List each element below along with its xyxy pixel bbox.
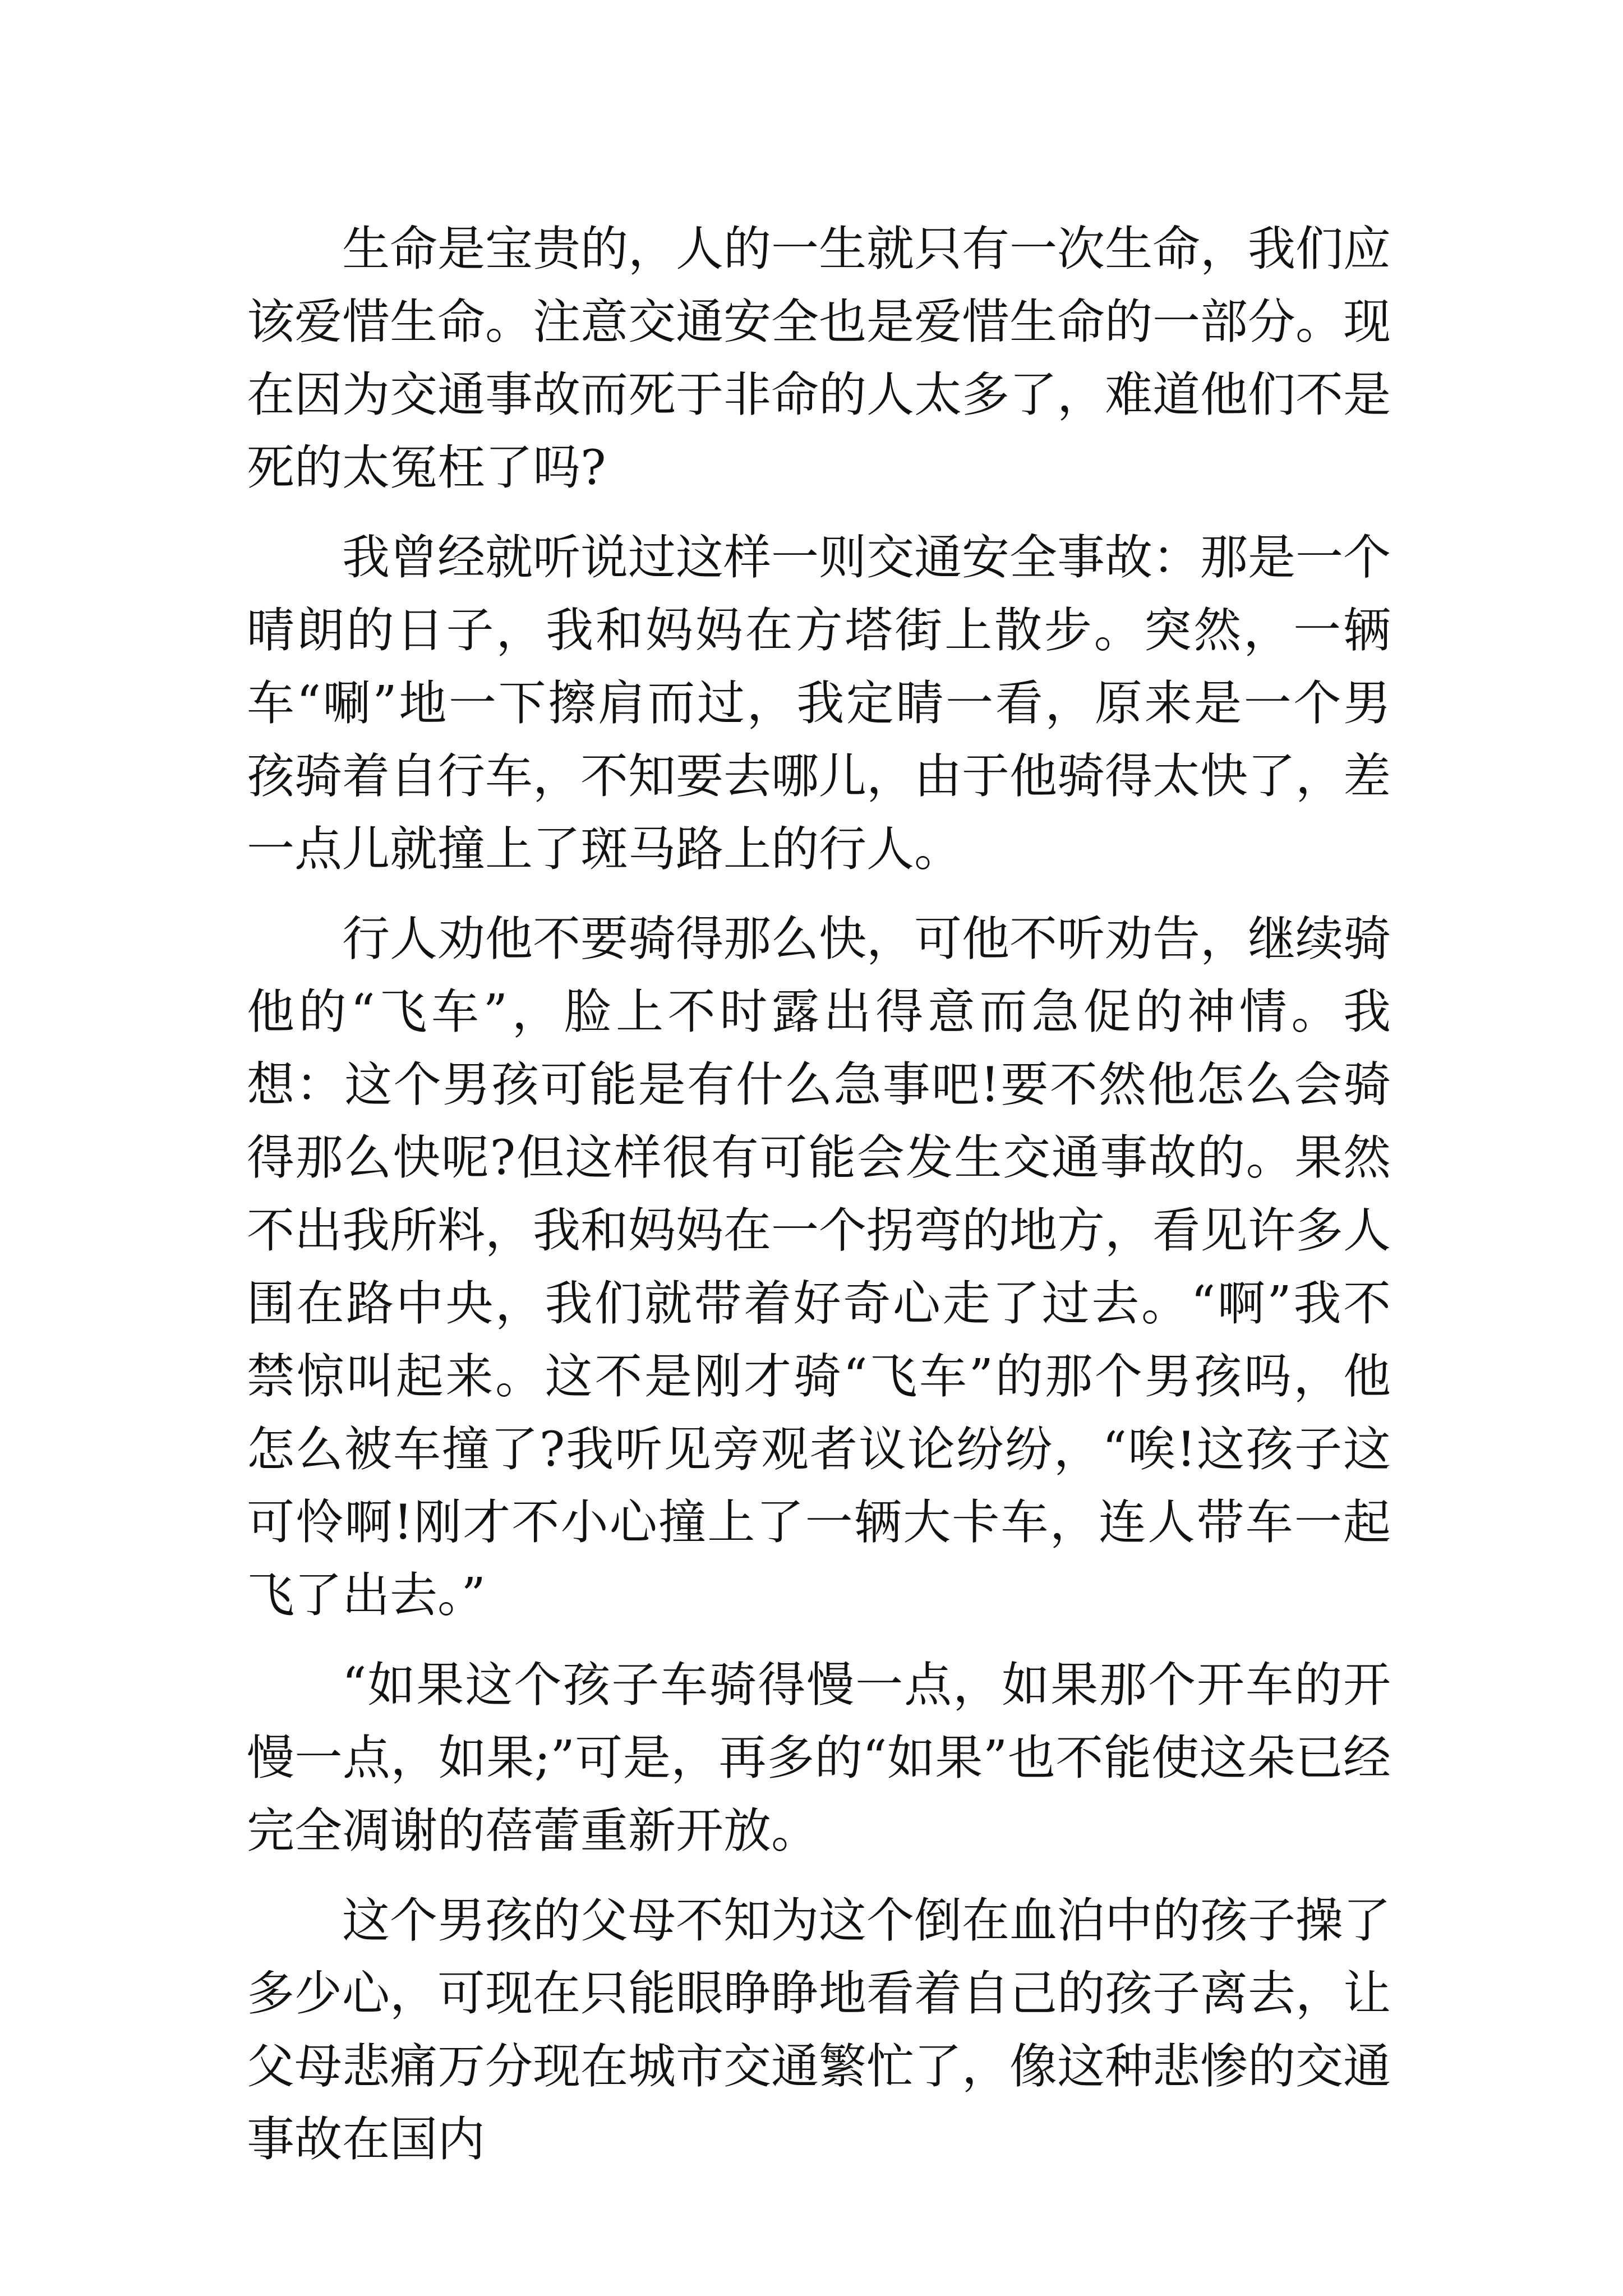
paragraph-1: 生命是宝贵的，人的一生就只有一次生命，我们应该爱惜生命。注意交通安全也是爱惜生命的一部分。现在因为交通事故而死于非命的人太多了，难道他们不是死的太冤枉了吗?	[247, 222, 1391, 496]
paragraph-4: “如果这个孩子车骑得慢一点，如果那个开车的开慢一点，如果;”可是，再多的“如果”也不能使这朵已经完全凋谢的蓓蕾重新开放。	[247, 1658, 1391, 1859]
paragraph-5: 这个男孩的父母不知为这个倒在血泊中的孩子操了多少心，可现在只能眼睁睁地看着自己的孩子离去，让父母悲痛万分现在城市交通繁忙了，像这种悲惨的交通事故在国内	[247, 1893, 1391, 2168]
paragraph-3: 行人劝他不要骑得那么快，可他不听劝告，继续骑他的“飞车”，脸上不时露出得意而急促的神情。我想：这个男孩可能是有什么急事吧!要不然他怎么会骑得那么快呢?但这样很有可能会发生交通事故的。果然不出我所料，我和妈妈在一个拐弯的地方，看见许多人围在路中央，我们就带着好奇心走了过去。“啊”我不禁惊叫起来。这不是刚才骑“飞车”的那个男孩吗，他怎么被车撞了?我听见旁观者议论纷纷，“唉!这孩子这可怜啊!刚才不小心撞上了一辆大卡车，连人带车一起飞了出去。”	[247, 912, 1391, 1623]
paragraph-2: 我曾经就听说过这样一则交通安全事故：那是一个晴朗的日子，我和妈妈在方塔街上散步。突然，一辆车“唰”地一下擦肩而过，我定睛一看，原来是一个男孩骑着自行车，不知要去哪儿，由于他骑得太快了，差一点儿就撞上了斑马路上的行人。	[247, 530, 1391, 877]
document-body	[247, 213, 1391, 2193]
